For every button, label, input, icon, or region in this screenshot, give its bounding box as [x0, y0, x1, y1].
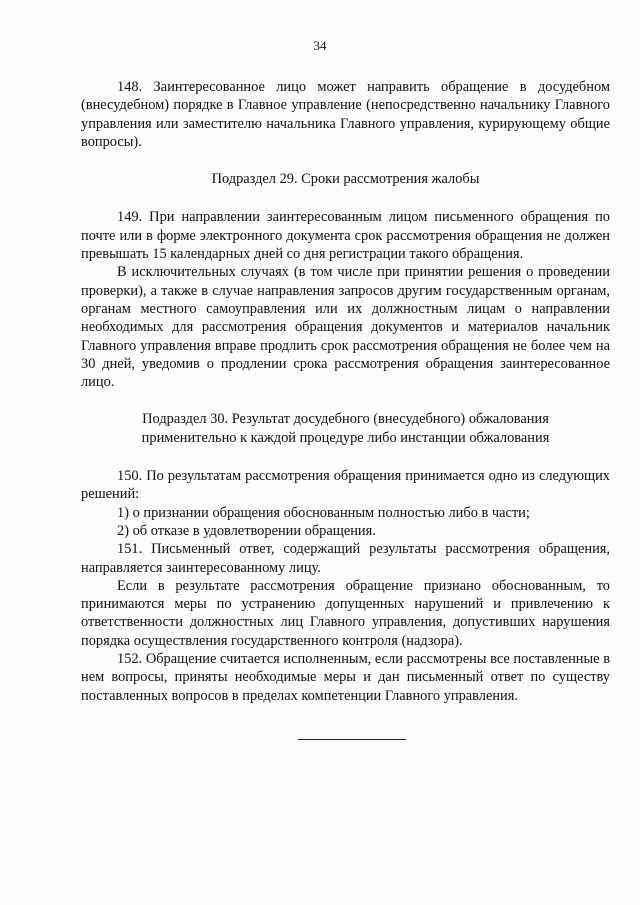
paragraph-152: 152. Обращение считается исполненным, если рассмотрены все поставленные в нем вопросы, приняты необходимые меры и дан письменный ответ по существу поставленных вопросов в пределах компетенции Главного управления.: [81, 651, 610, 704]
paragraph-151: 151. Письменный ответ, содержащий результаты рассмотрения обращения, направляется заинтересованному лицу.: [81, 541, 610, 576]
decision-item-2: 2) об отказе в удовлетворении обращения.: [117, 522, 376, 539]
paragraph-149-continuation: В исключительных случаях (в том числе при принятии решения о проведении проверки), а также в случае направления запросов другим государственным органам, органам местного самоуправления или их должностным лицам о направлении необходимых для рассмотрения обращения документов и материалов начальник Главного управления вправе продлить срок рассмотрения обращения не более чем на 30 дней, уведомив о продлении срока рассмотрения обращения заинтересованное лицо.: [81, 264, 610, 391]
page-number: 34: [313, 38, 327, 53]
subsection-30-heading: [81, 410, 610, 447]
decision-item-1: 1) о признании обращения обоснованным полностью либо в части;: [117, 504, 530, 521]
paragraph-151-continuation: Если в результате рассмотрения обращение признано обоснованным, то принимаются меры по устранению допущенных нарушений и привлечению к ответственности должностных лиц Главного управления, допустивших нарушения порядка осуществления государственного контроля (надзора).: [81, 577, 610, 649]
subsection-30-heading-line-1: Подраздел 30. Результат досудебного (внесудебного) обжалования: [142, 411, 549, 428]
end-of-text-rule: [298, 739, 406, 740]
paragraph-149: 149. При направлении заинтересованным лицом письменного обращения по почте или в форме электронного документа срок рассмотрения обращения не должен превышать 15 календарных дней со дня регистрации такого обращения.: [81, 209, 610, 263]
subsection-30-heading-line-2: применительно к каждой процедуре либо инстанции обжалования: [141, 429, 550, 446]
subsection-29-heading: Подраздел 29. Сроки рассмотрения жалобы: [211, 171, 480, 188]
document-body: [81, 78, 610, 705]
paragraph-150: 150. По результатам рассмотрения обращения принимается одно из следующих решений:: [81, 468, 610, 503]
paragraph-148: 148. Заинтересованное лицо может направить обращение в досудебном (внесудебном) порядке в Главное управление (непосредственно начальнику Главного управления или заместителю начальника Главного управления, курирующему общие вопросы).: [81, 79, 610, 150]
